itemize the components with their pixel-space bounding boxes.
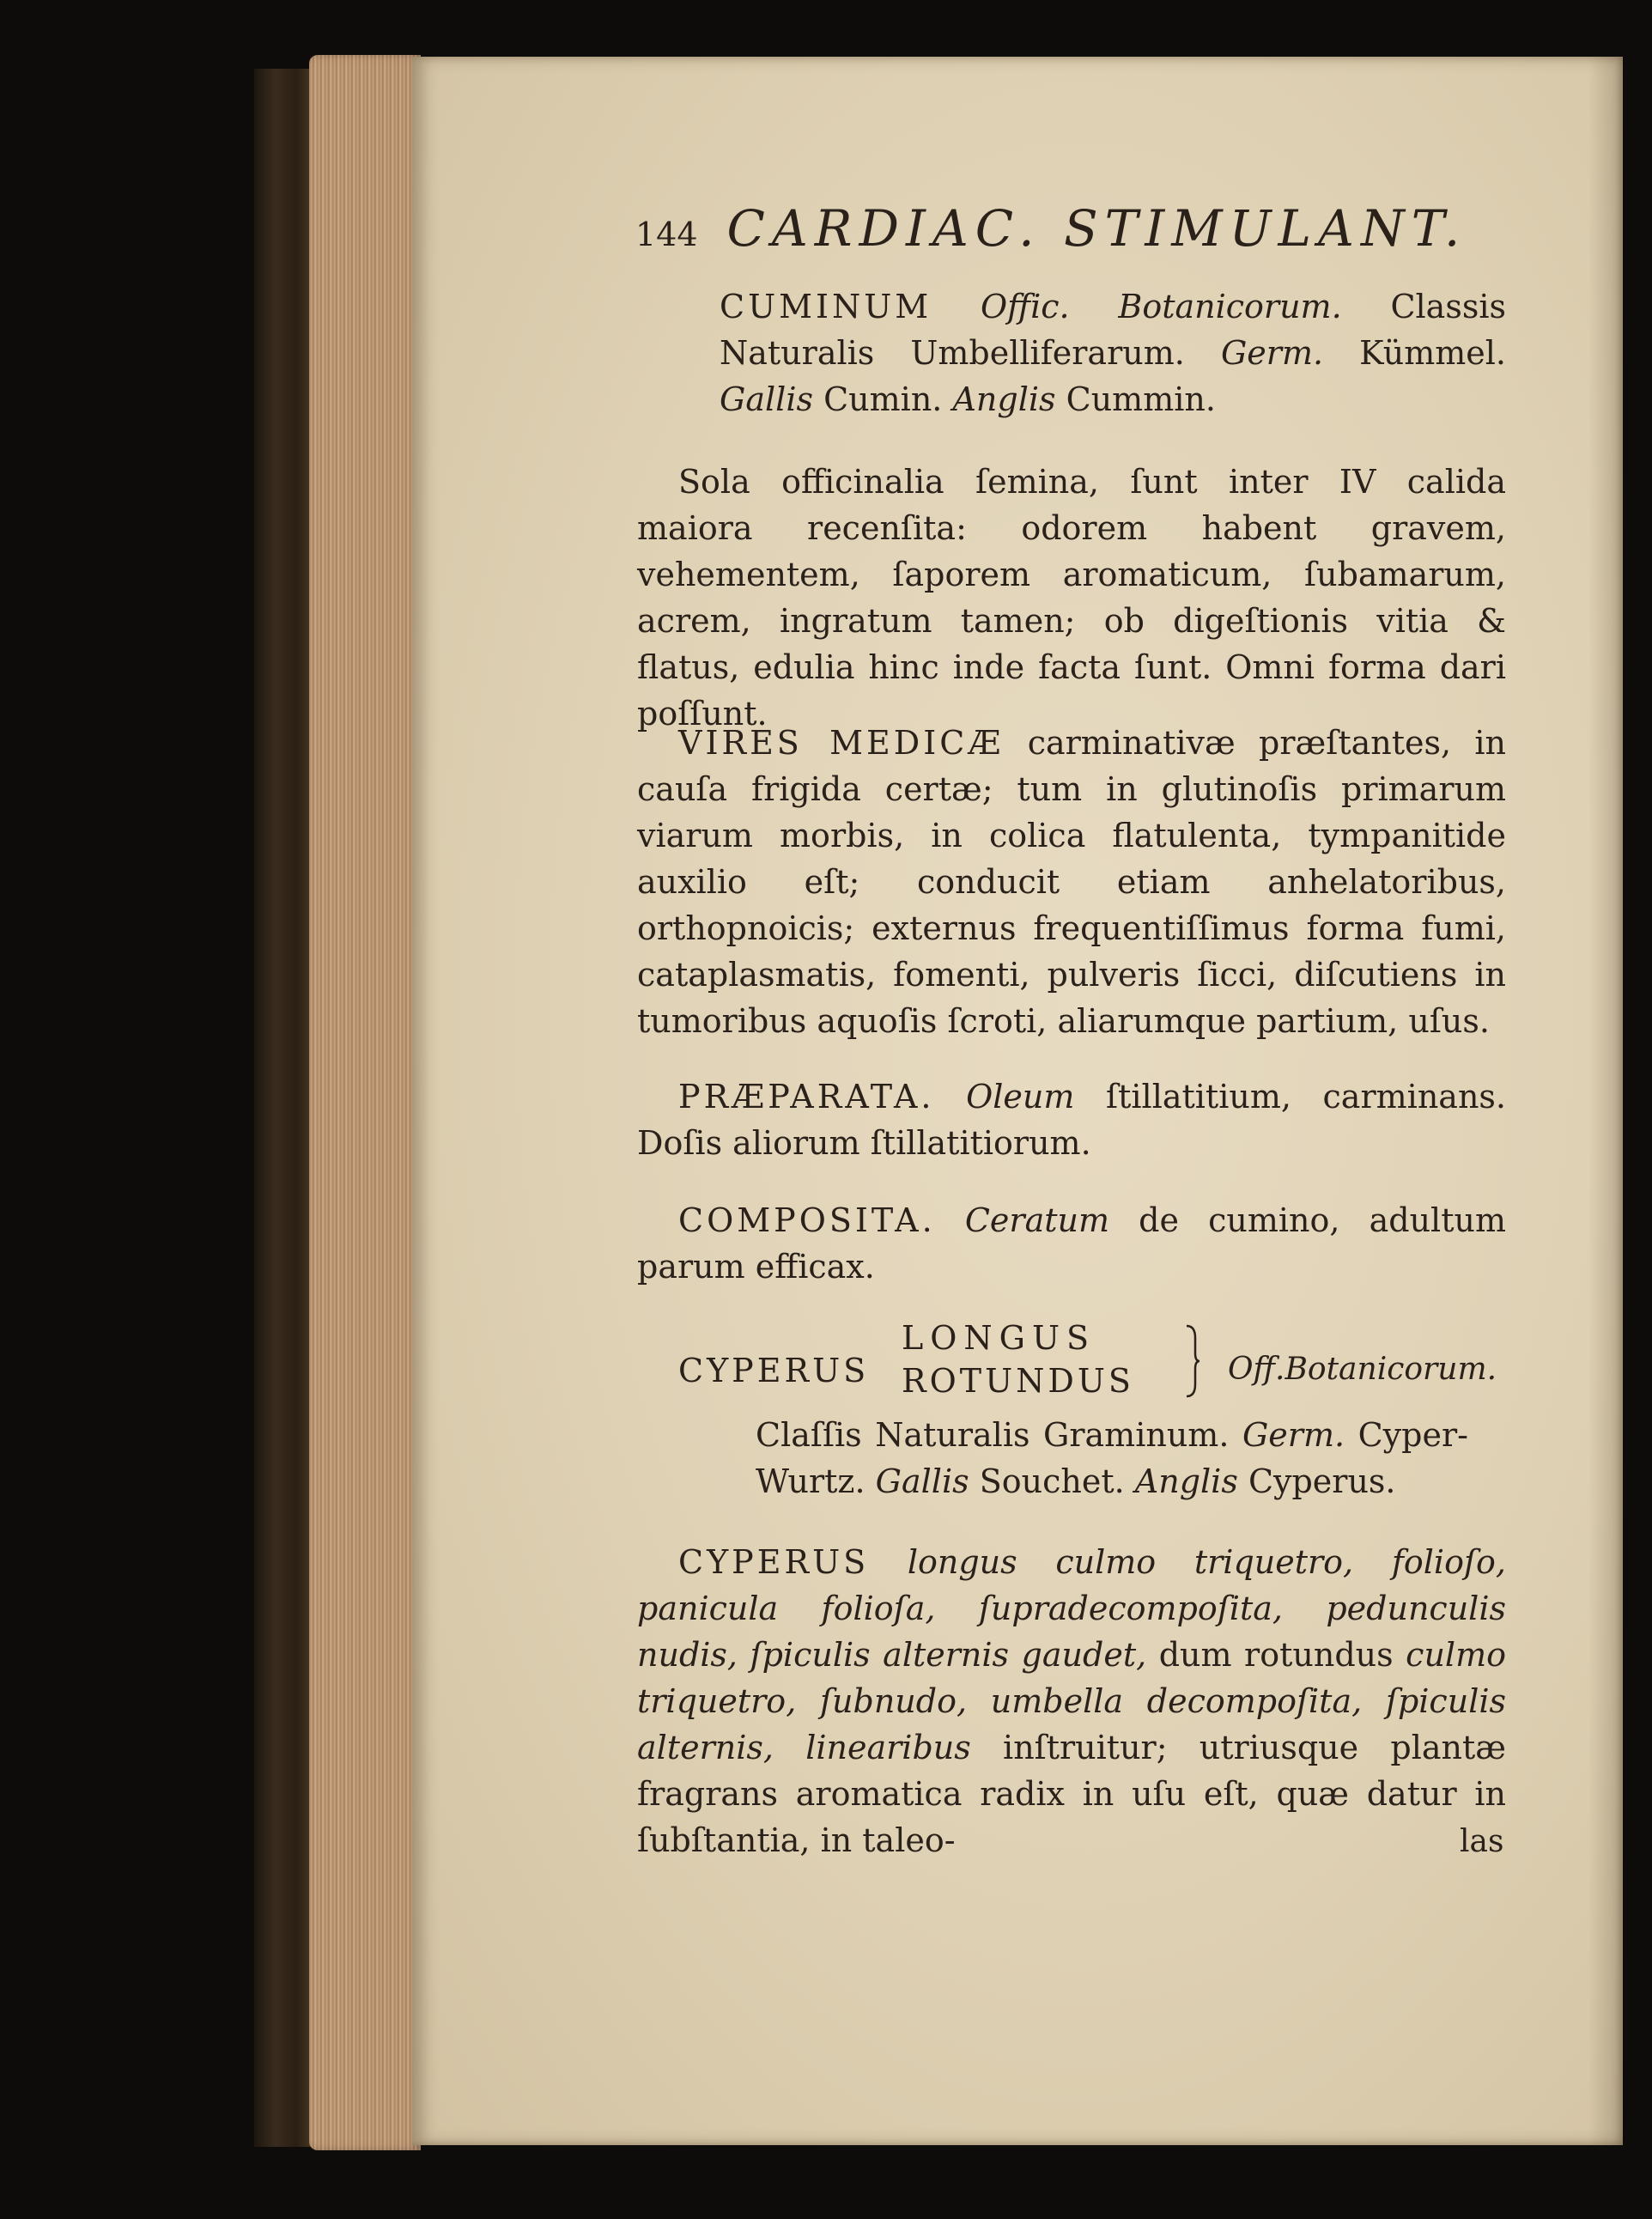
praeparata-oleum: Oleum xyxy=(966,1078,1075,1116)
praeparata-paragraph xyxy=(637,1073,1506,1166)
cyperus-heading xyxy=(678,1319,1520,1413)
running-head xyxy=(635,199,1503,268)
cyperus-paragraph xyxy=(637,1539,1506,1863)
cuminum-paragraph xyxy=(637,459,1506,737)
catchword: las xyxy=(1460,1824,1504,1859)
cyperus-germ: Cyper-Wurtz. xyxy=(756,1416,1468,1500)
curly-brace-icon xyxy=(1185,1322,1200,1400)
cuminum-offic: Offic. Botanicorum. xyxy=(981,288,1342,325)
cyperus-rotundus-intro: dum rotundus xyxy=(1158,1636,1394,1674)
composita-label: COMPOSITA. xyxy=(678,1201,936,1239)
cyperus-longus: LONGUS xyxy=(902,1319,1096,1357)
cyperus-anglis-label: Anglis xyxy=(1134,1462,1238,1500)
book-spine xyxy=(254,69,314,2147)
cyperus-germ-label: Germ. xyxy=(1242,1416,1345,1454)
cyperus-gallis: Souchet. xyxy=(979,1462,1125,1500)
cyperus-rest: inſtruitur; utriusque plantæ fragrans aromatica radix in uſu eſt, quæ datur in ſubſtantia, in taleo- xyxy=(637,1729,1506,1859)
running-head-title: CARDIAC. STIMULANT. xyxy=(726,199,1467,258)
cyperus-text-name: CYPERUS xyxy=(678,1543,870,1581)
cuminum-classis: Classis Naturalis Umbelliferarum. xyxy=(720,288,1506,372)
page-number: 144 xyxy=(635,216,698,253)
cyperus-classis-text: Claſſis Naturalis Graminum. xyxy=(756,1416,1230,1454)
vires-label: VIRES MEDICÆ xyxy=(678,724,1005,762)
cyperus-gallis-label: Gallis xyxy=(875,1462,969,1500)
cuminum-heading xyxy=(637,283,1506,423)
cuminum-anglis: Cummin. xyxy=(1066,380,1216,418)
vires-text: carminativæ præſtantes, in cauſa frigida certæ; tum in glutinoſis primarum viarum morbis, in colica flatulenta, tympanitide auxilio eſt; conducit etiam anhelatoribus, orthopnoicis; externus frequentiſſimus forma fumi, cataplasmatis, fomenti, pulveris ſicci, diſcutiens in tumoribus aquoſis ſcroti, aliarumque partium, uſus. xyxy=(637,724,1506,1040)
vires-paragraph xyxy=(637,720,1506,1044)
composita-paragraph xyxy=(637,1197,1506,1290)
cuminum-germ: Kümmel. xyxy=(1359,334,1506,372)
cyperus-classis xyxy=(756,1412,1468,1505)
cyperus-anglis: Cyperus. xyxy=(1248,1462,1396,1500)
cyperus-rotundus-desc: culmo triquetro, ſubnudo, umbella decompoſita, ſpiculis alternis, linearibus xyxy=(637,1636,1506,1766)
praeparata-text: ſtillatitium, carminans. Doſis aliorum ſtillatitiorum. xyxy=(637,1078,1506,1162)
cuminum-germ-label: Germ. xyxy=(1220,334,1324,372)
cyperus-longus-desc: longus culmo triquetro, folioſo, panicula folioſa, ſupradecompoſita, pedunculis nudis, ſpiculis alternis gaudet, xyxy=(637,1543,1506,1674)
composita-ceratum: Ceratum xyxy=(964,1201,1110,1239)
cuminum-gallis-label: Gallis xyxy=(720,380,813,418)
cyperus-rotundus: ROTUNDUS xyxy=(902,1362,1134,1400)
cuminum-anglis-label: Anglis xyxy=(952,380,1056,418)
page-gutter-shadow xyxy=(1588,57,1623,2145)
page-edges xyxy=(309,55,421,2150)
cyperus-name: CYPERUS xyxy=(678,1352,870,1389)
cuminum-text: Sola officinalia ſemina, ſunt inter IV calida maiora recenſita: odorem habent gravem, vehementem, ſaporem aromaticum, ſubamarum, acrem, ingratum tamen; ob digeſtionis vitia & flatus, edulia hinc inde facta ſunt. Omni forma dari poſſunt. xyxy=(637,463,1506,733)
cuminum-gallis: Cumin. xyxy=(823,380,943,418)
cyperus-offic: Off.Botanicorum. xyxy=(1228,1352,1497,1387)
praeparata-label: PRÆPARATA. xyxy=(678,1078,935,1116)
cuminum-name: CUMINUM xyxy=(720,288,932,325)
composita-text: de cumino, adultum parum efficax. xyxy=(637,1201,1506,1286)
